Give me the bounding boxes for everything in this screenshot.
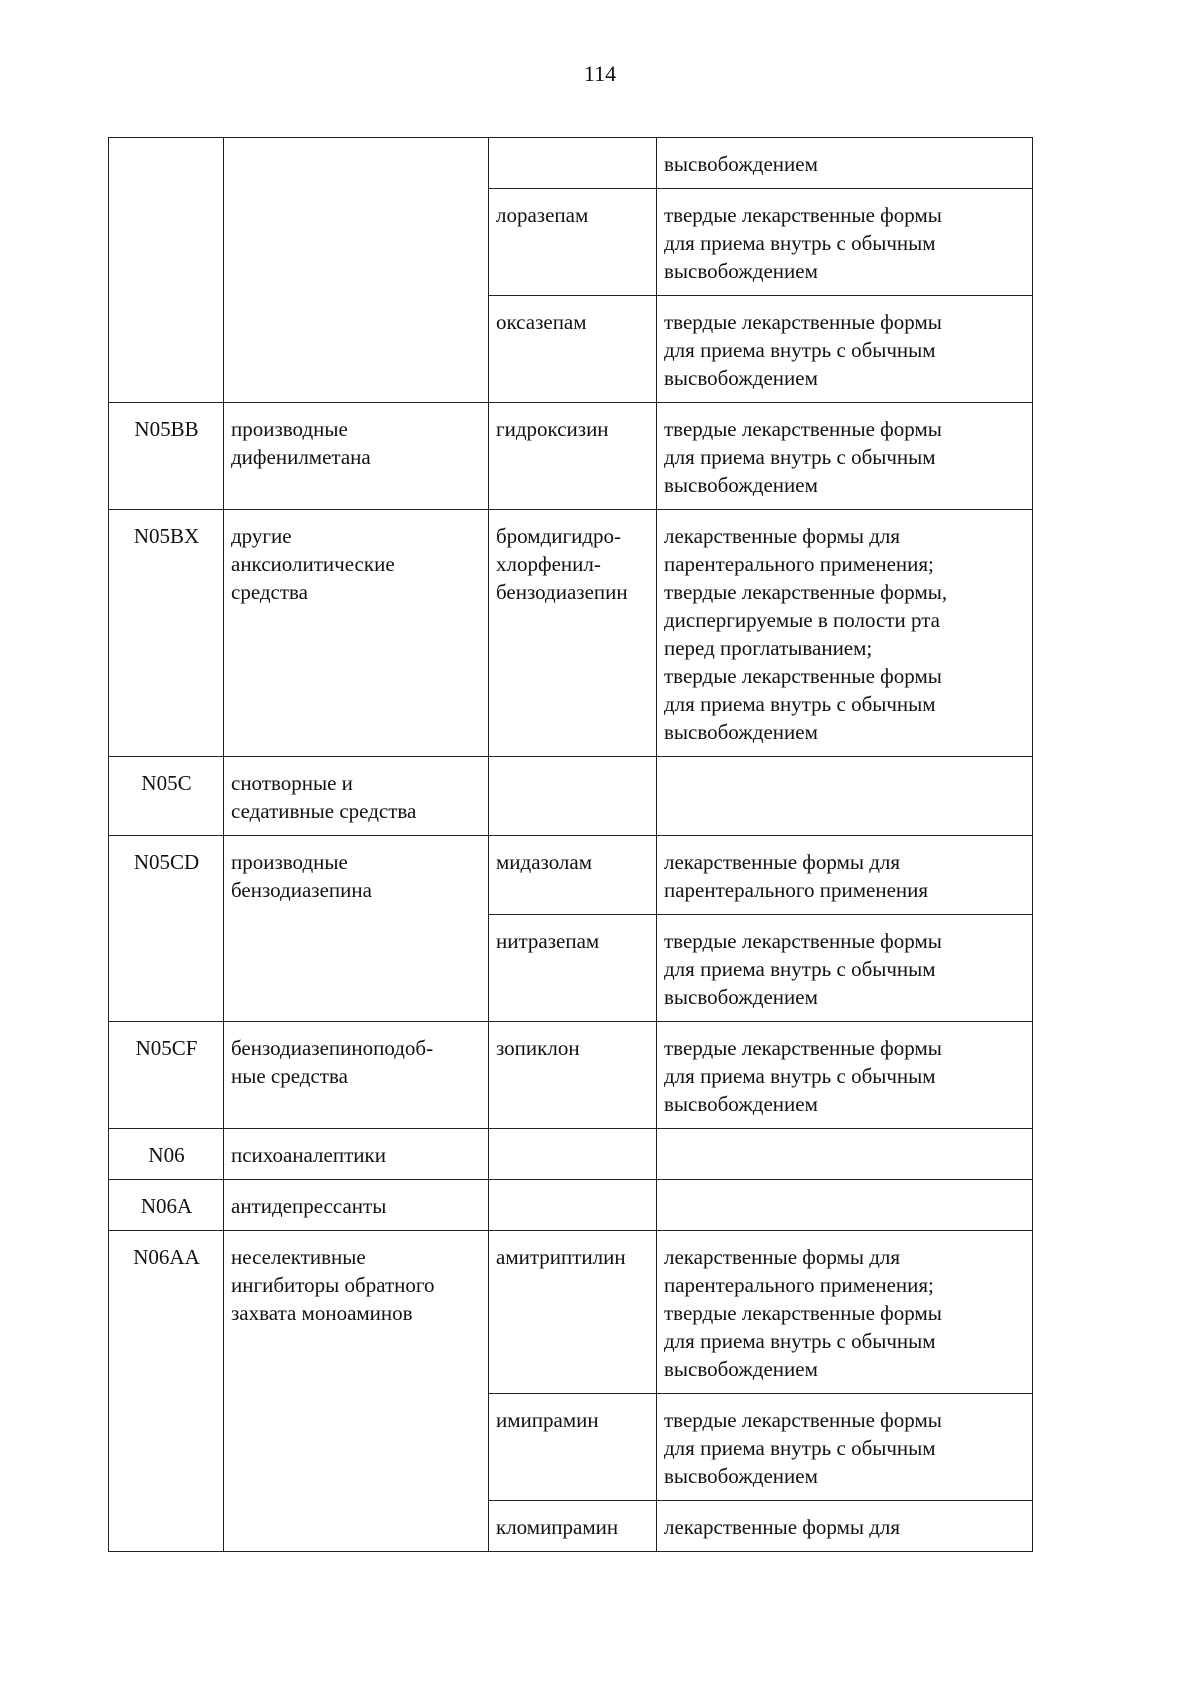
drug-name-cell [489,138,657,189]
group-name-cell [224,138,489,403]
group-name-cell: производные бензодиазепина [224,836,489,1022]
drug-name-cell: нитразепам [489,915,657,1022]
atc-code-cell: N05BX [109,510,224,757]
drug-name-cell: имипрамин [489,1394,657,1501]
atc-code-cell: N05BB [109,403,224,510]
drug-name-cell [489,757,657,836]
drug-name-cell: бромдигидро- хлорфенил- бензодиазепин [489,510,657,757]
drug-name-cell: лоразепам [489,189,657,296]
dosage-form-cell: твердые лекарственные формы для приема внутрь с обычным высвобождением [657,1394,1033,1501]
dosage-form-cell: твердые лекарственные формы для приема внутрь с обычным высвобождением [657,915,1033,1022]
group-name-cell: антидепрессанты [224,1180,489,1231]
drug-name-cell [489,1180,657,1231]
group-name-cell: снотворные и седативные средства [224,757,489,836]
dosage-form-cell [657,757,1033,836]
dosage-form-cell: твердые лекарственные формы для приема внутрь с обычным высвобождением [657,296,1033,403]
drug-name-cell: зопиклон [489,1022,657,1129]
atc-code-cell [109,138,224,403]
dosage-form-cell [657,1180,1033,1231]
table-row [109,1231,1033,1394]
table-row [109,138,1033,189]
drug-name-cell: мидазолам [489,836,657,915]
table-row [109,1022,1033,1129]
group-name-cell: производные дифенилметана [224,403,489,510]
group-name-cell: психоаналептики [224,1129,489,1180]
dosage-form-cell: твердые лекарственные формы для приема внутрь с обычным высвобождением [657,403,1033,510]
drug-name-cell: кломипрамин [489,1501,657,1552]
dosage-form-cell [657,1129,1033,1180]
group-name-cell: бензодиазепиноподоб- ные средства [224,1022,489,1129]
dosage-form-cell: лекарственные формы для [657,1501,1033,1552]
atc-code-cell: N05C [109,757,224,836]
drug-name-cell: оксазепам [489,296,657,403]
atc-code-cell: N06 [109,1129,224,1180]
atc-code-cell: N06AA [109,1231,224,1552]
dosage-form-cell: твердые лекарственные формы для приема внутрь с обычным высвобождением [657,1022,1033,1129]
dosage-form-cell: твердые лекарственные формы для приема внутрь с обычным высвобождением [657,189,1033,296]
atc-code-cell: N05CF [109,1022,224,1129]
table-row [109,403,1033,510]
drug-name-cell: амитриптилин [489,1231,657,1394]
table-row [109,1180,1033,1231]
dosage-form-cell: лекарственные формы для парентерального применения; твердые лекарственные формы, диспергируемые в полости рта перед проглатыванием; твердые лекарственные формы для приема внутрь с обычным высвобождением [657,510,1033,757]
drug-name-cell [489,1129,657,1180]
page-number: 114 [583,61,617,86]
drug-classification-table [108,137,1033,1552]
dosage-form-cell: лекарственные формы для парентерального применения [657,836,1033,915]
table-row [109,1129,1033,1180]
table-row [109,510,1033,757]
dosage-form-cell: высвобождением [657,138,1033,189]
table-row [109,757,1033,836]
drug-name-cell: гидроксизин [489,403,657,510]
dosage-form-cell: лекарственные формы для парентерального применения; твердые лекарственные формы для приема внутрь с обычным высвобождением [657,1231,1033,1394]
table-row [109,836,1033,915]
group-name-cell: другие анксиолитические средства [224,510,489,757]
atc-code-cell: N06A [109,1180,224,1231]
atc-code-cell: N05CD [109,836,224,1022]
group-name-cell: неселективные ингибиторы обратного захвата моноаминов [224,1231,489,1552]
